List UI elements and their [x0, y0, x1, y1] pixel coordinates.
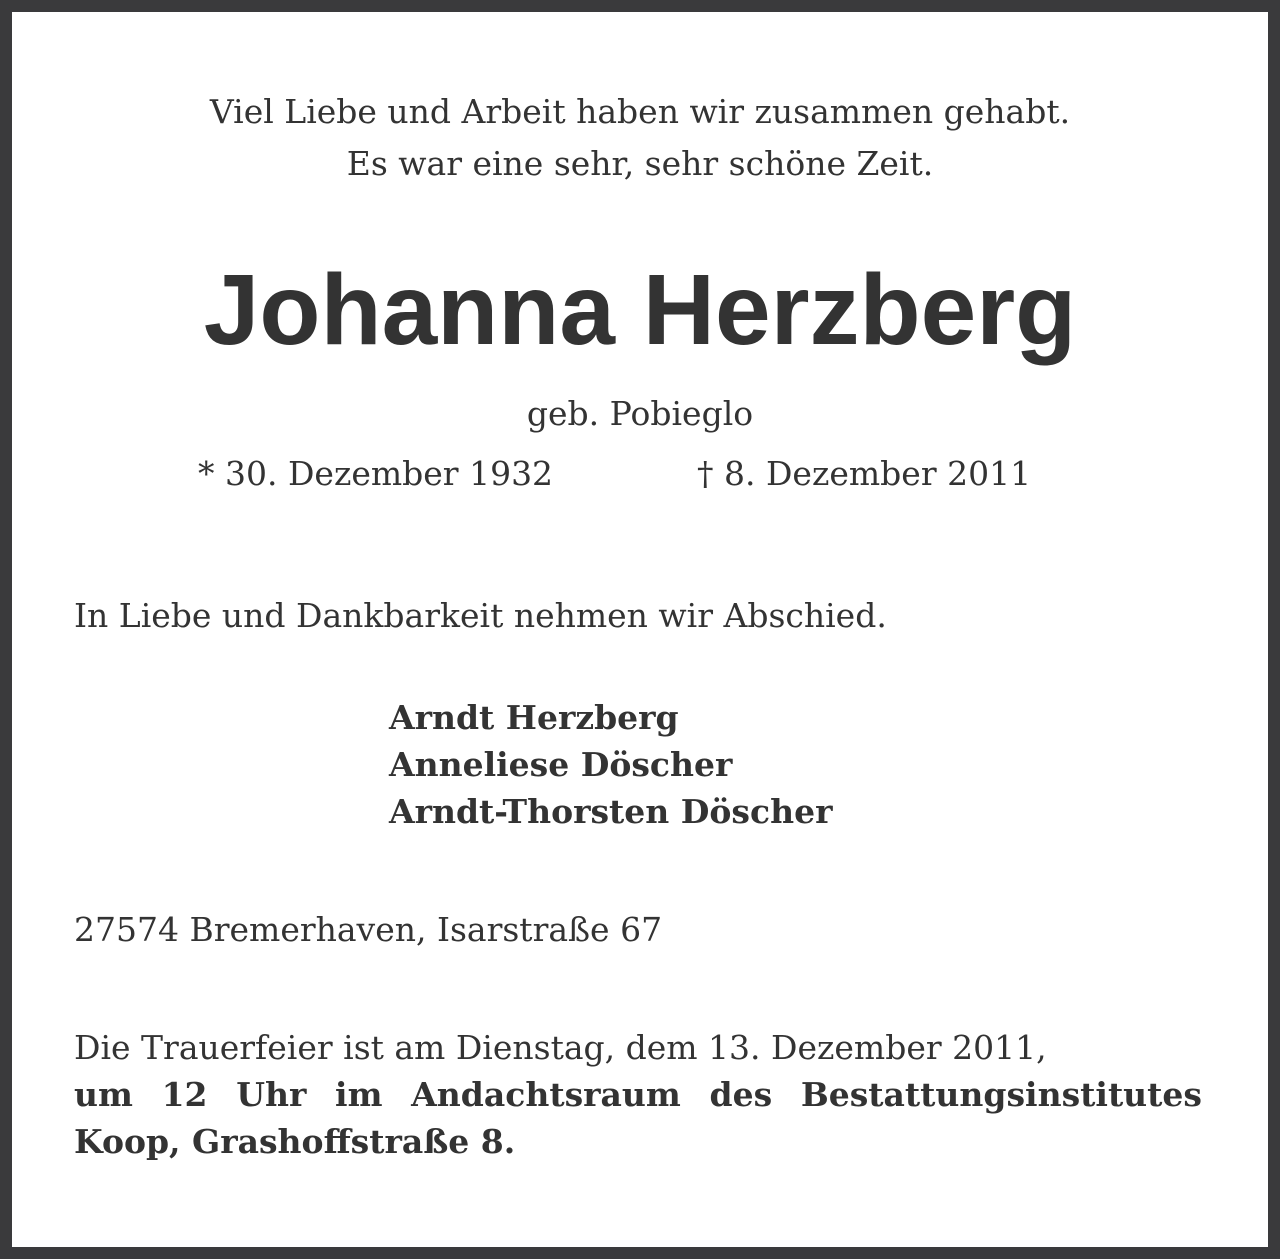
birth-date: * 30. Dezember 1932	[198, 454, 554, 493]
mourner-name: Arndt Herzberg	[389, 698, 679, 737]
mourners-list	[389, 694, 832, 835]
ceremony-line-2: um 12 Uhr im Andachtsraum des Bestattungsinstitutes	[74, 1075, 1202, 1114]
ceremony-line-3: Koop, Grashoffstraße 8.	[74, 1122, 516, 1161]
birth-name: geb. Pobieglo	[526, 394, 754, 433]
death-date: † 8. Dezember 2011	[697, 454, 1032, 493]
motto-quote	[0, 86, 1280, 190]
ceremony-info	[74, 1024, 1202, 1165]
deceased-name: Johanna Herzberg	[203, 254, 1077, 366]
farewell-text: In Liebe und Dankbarkeit nehmen wir Abschied.	[74, 596, 887, 635]
motto-line-2: Es war eine sehr, sehr schöne Zeit.	[346, 144, 934, 183]
ceremony-line-1: Die Trauerfeier ist am Dienstag, dem 13. Dezember 2011,	[74, 1028, 1047, 1067]
mourner-name: Arndt-Thorsten Döscher	[389, 792, 833, 831]
address-text: 27574 Bremerhaven, Isarstraße 67	[74, 910, 663, 949]
motto-line-1: Viel Liebe und Arbeit haben wir zusammen gehabt.	[209, 92, 1071, 131]
mourner-name: Anneliese Döscher	[389, 745, 733, 784]
